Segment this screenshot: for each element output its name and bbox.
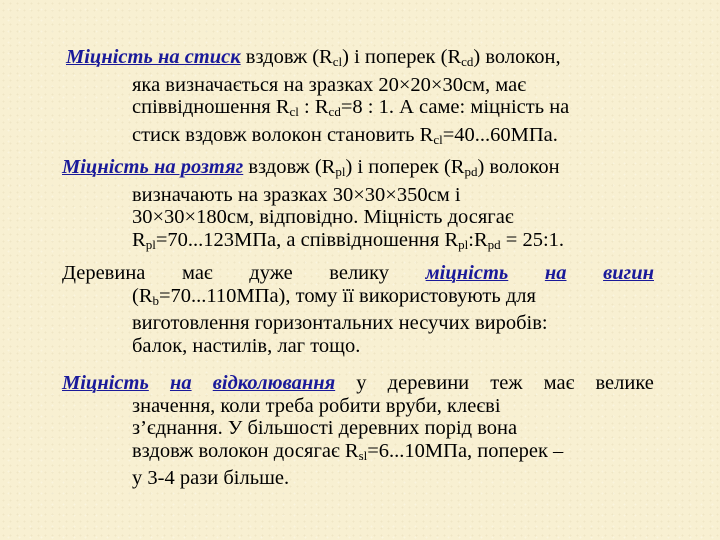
text-fragment: співвідношення R [132, 96, 290, 118]
text-fragment: вздовж (R [240, 46, 333, 68]
text-fragment: ) і поперек (R [342, 46, 462, 68]
subscript: cl [332, 54, 343, 69]
text-line [62, 285, 654, 313]
subscript: pd [464, 164, 478, 179]
text-line [62, 372, 654, 395]
text-fragment: = 25:1. [500, 228, 565, 251]
text-line [62, 262, 654, 285]
link-bending-strength-1[interactable]: міцність [425, 262, 509, 284]
word: у [356, 372, 367, 394]
text-line: виготовлення горизонтальних несучих виробів: [132, 312, 548, 334]
text-line [66, 96, 569, 124]
text-fragment: =70...123МПа, а співвідношення R [155, 228, 459, 251]
paragraph-compression-strength [66, 46, 569, 151]
paragraph-tensile-strength [62, 156, 564, 256]
text-line: з’єднання. У більшості деревних порід вона [132, 417, 518, 439]
text-fragment: ) волокон [477, 156, 560, 178]
text-line [62, 229, 564, 257]
text-line [66, 124, 569, 152]
link-cleavage-strength-3[interactable]: відколювання [212, 372, 336, 394]
link-cleavage-strength-2[interactable]: на [169, 372, 192, 394]
text-line: у 3-4 рази більше. [132, 467, 290, 489]
text-fragment: =40...60МПа. [442, 123, 558, 146]
text-line: яка визначається на зразках 20×20×30см, має [132, 73, 527, 96]
text-line [62, 440, 654, 468]
text-fragment: : R [298, 96, 329, 118]
text-line: визначають на зразках 30×30×350см і [132, 183, 461, 206]
word: дуже [249, 262, 293, 284]
link-tensile-strength[interactable]: Міцність на розтяг [62, 156, 244, 178]
text-fragment: стиск вздовж волокон становить R [132, 123, 434, 146]
paragraph-bending-strength [62, 262, 654, 357]
text-fragment: ) і поперек (R [345, 156, 465, 178]
text-fragment: вздовж волокон досягає R [132, 439, 359, 462]
subscript: pl [335, 164, 346, 179]
text-fragment: =70...110МПа), тому її використовують для [159, 284, 536, 307]
subscript: pl [458, 236, 469, 252]
text-fragment: =8 : 1. А саме: міцність на [340, 96, 570, 118]
word: деревини [387, 372, 470, 394]
text-fragment: ) волокон, [473, 46, 561, 68]
text-line: значення, коли треба робити вруби, клеєві [132, 394, 501, 417]
word: має [543, 372, 575, 394]
subscript: pl [145, 236, 156, 252]
word: велику [329, 262, 390, 284]
link-cleavage-strength-1[interactable]: Міцність [62, 372, 149, 394]
word: велике [595, 372, 654, 394]
paragraph-cleavage-strength [62, 372, 654, 490]
subscript: cd [461, 54, 474, 69]
word: Деревина [62, 262, 146, 284]
text-fragment: :R [468, 228, 488, 251]
subscript: b [152, 292, 159, 308]
link-bending-strength-3[interactable]: вигин [603, 262, 654, 284]
word: теж [490, 372, 523, 394]
link-compression-strength[interactable]: Міцність на стиск [66, 46, 241, 68]
text-fragment: R [132, 228, 146, 251]
text-fragment: =6...10МПа, поперек – [367, 439, 564, 462]
text-line [62, 156, 564, 184]
subscript: cd [328, 104, 341, 119]
text-fragment: (R [132, 284, 153, 307]
word: має [181, 262, 213, 284]
subscript: cl [433, 131, 443, 147]
subscript: pd [487, 236, 501, 252]
text-fragment: вздовж (R [243, 156, 336, 178]
text-line: 30×30×180см, відповідно. Міцність досягає [132, 206, 514, 228]
text-line [66, 46, 569, 74]
subscript: sl [358, 447, 368, 463]
subscript: cl [289, 104, 299, 119]
text-line: балок, настилів, лаг тощо. [132, 334, 361, 357]
link-bending-strength-2[interactable]: на [544, 262, 567, 284]
